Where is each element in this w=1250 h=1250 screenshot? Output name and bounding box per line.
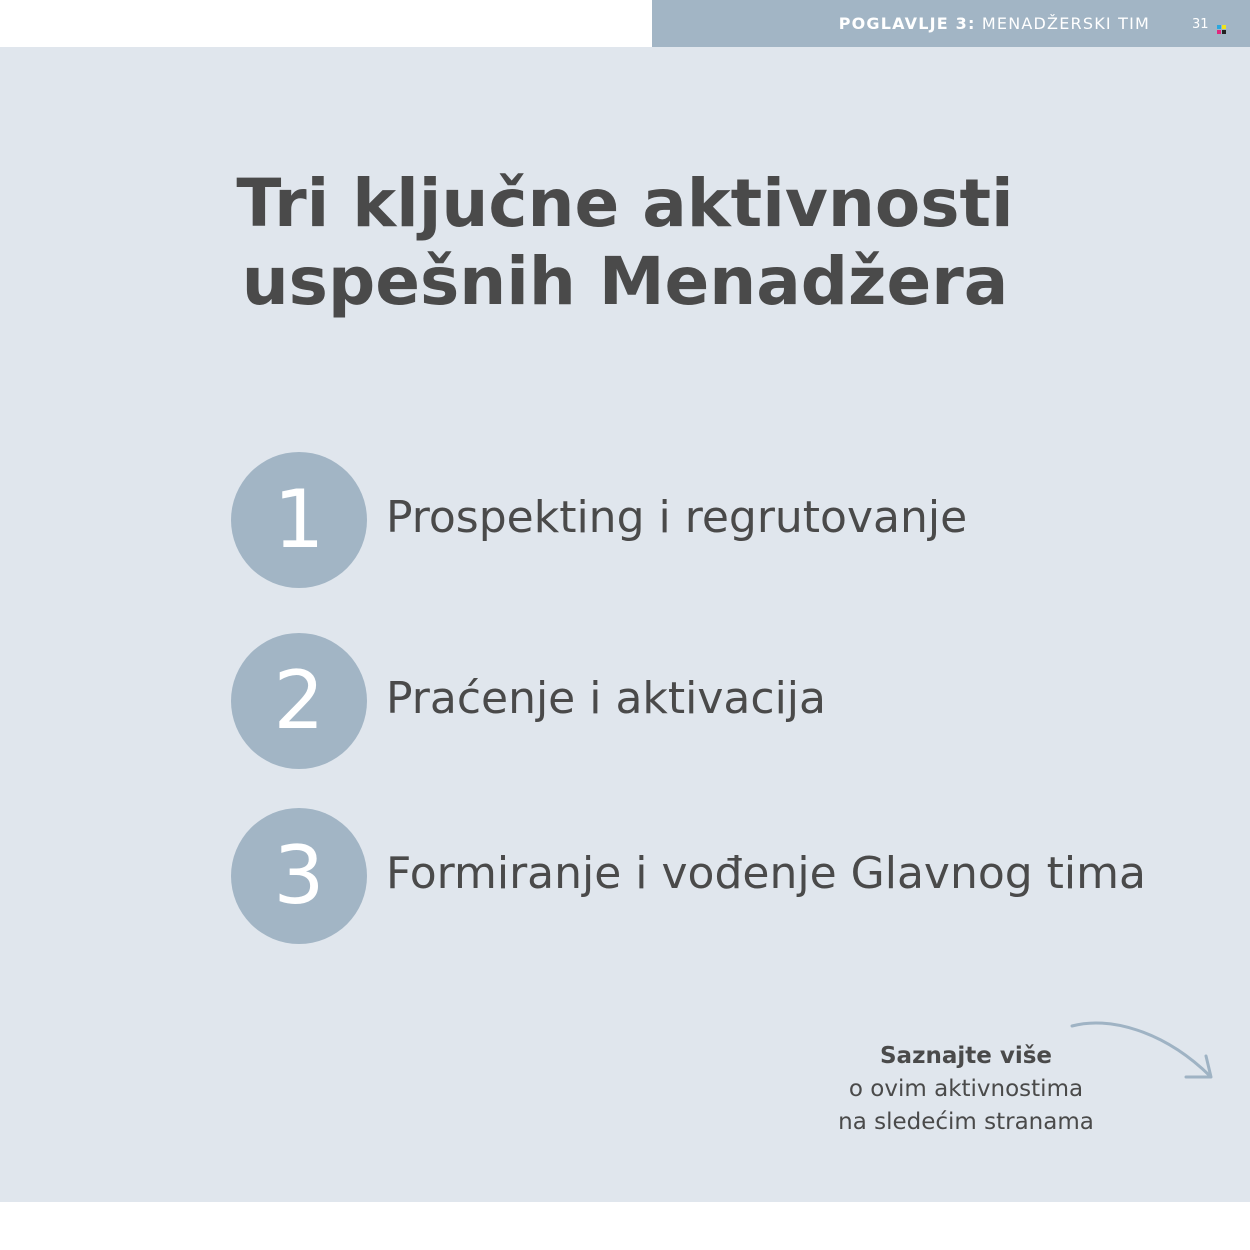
activity-label: Formiranje i vođenje Glavnog tima [386, 848, 1146, 899]
title-line-1: Tri ključne aktivnosti [236, 165, 1014, 242]
activity-item-2 [231, 633, 1191, 769]
chapter-header [652, 0, 1250, 47]
activity-item-3 [231, 808, 1191, 944]
page-title [0, 165, 1250, 321]
learn-more-heading: Saznajte više [879, 1043, 1053, 1069]
learn-more-line-1: o ovim aktivnostima [848, 1076, 1084, 1102]
color-registration-mark-icon [1217, 25, 1226, 34]
activity-item-1 [231, 452, 1191, 588]
activity-label: Prospekting i regrutovanje [386, 492, 968, 543]
activity-label: Praćenje i aktivacija [386, 673, 826, 724]
curved-arrow-icon [1068, 1018, 1218, 1088]
page-number: 31 [1192, 17, 1209, 32]
section-label: MENADŽERSKI TIM [981, 14, 1150, 33]
learn-more-line-2: na sledećim stranama [838, 1109, 1094, 1135]
title-line-2: uspešnih Menadžera [241, 243, 1009, 320]
number-badge: 1 [231, 452, 367, 588]
number-badge: 3 [231, 808, 367, 944]
chapter-label: POGLAVLJE 3: [838, 14, 976, 33]
number-badge: 2 [231, 633, 367, 769]
chapter-title [839, 14, 1150, 33]
